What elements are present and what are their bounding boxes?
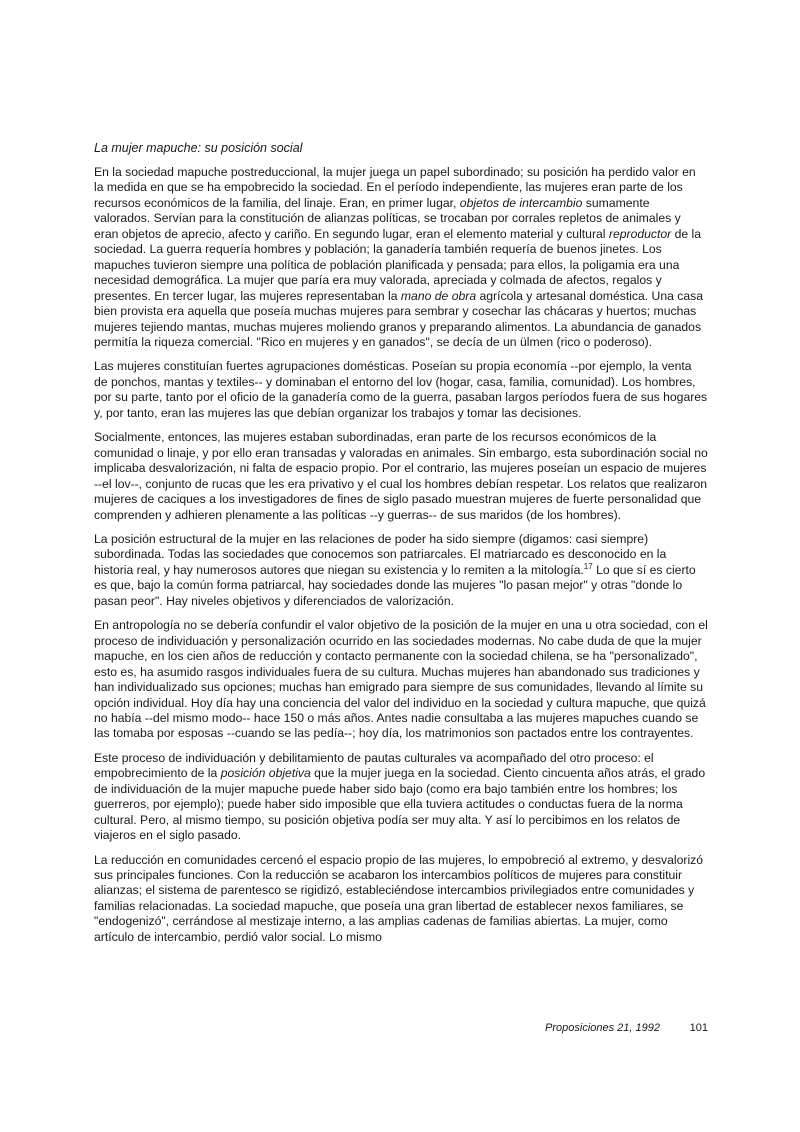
italic-text: mano de obra [400,288,477,303]
paragraph [94,853,708,946]
text-run: que la mujer juega en la sociedad. Ciento cincuenta años atrás, el grado de individuación de la mujer mapuche puede haber sido bajo (como era bajo también entre los hombres; los guerreros, por ejemplo); puede haber sido imposible que ella tuviera actitudes o conductas fuera de la norma cultural. Pero, al mismo tiempo, su posición objetiva podía ser muy alta. Y así lo percibimos en los relatos de viajeros en el siglo pasado. [94,766,706,843]
section-title: La mujer mapuche: su posición social [94,141,303,155]
paragraph [94,359,708,421]
text-run: En antropología no se debería confundir el valor objetivo de la posición de la mujer en una u otra sociedad, con el proceso de individuación y personalización ocurrido en las sociedades modernas. No cabe duda de que la mujer mapuche, en los cien años de reducción y contacto permanente con la sociedad chilena, se ha "personalizado", esto es, ha asumido rasgos individuales fuera de su cultura. Muchas mujeres han abandonado sus tradiciones y han individualizado sus opciones; muchas han emigrado para siempre de sus comunidades, llevando al límite su opción individual. Hoy día hay una conciencia del valor del individuo en la sociedad y cultura mapuche, que quizá no había --del mismo modo-- hace 150 o más años. Antes nadie consultaba a las mujeres mapuches cuando se las tomaba por esposas --cuando se las pedía--; hoy día, los matrimonios son pactados entre los contrayentes. [94,618,708,741]
text-run: En la sociedad mapuche postreduccional, la mujer juega un papel subordinado; su posición ha perdido valor en la medida en que se ha empobrecido la sociedad. En el período independiente, las mujeres eran parte de los recursos económicos de la familia, del linaje. Eran, en primer lugar, [94,165,696,210]
text-run: La posición estructural de la mujer en las relaciones de poder ha sido siempre (digamos: casi siempre) subordinada. Todas las sociedades que conocemos son patriarcales. El matriarcado es desconocido en la historia real, y hay numerosos autores que niegan su existencia y lo remiten a la mitología. [94,531,667,577]
text-run: de la sociedad. La guerra requería hombres y población; la ganadería también requería de buenos jinetes. Los mapuches tuvieron siempre una política de población planificada y pensada; para ellos, la poligamia era una necesidad demográfica. La mujer que paría era muy valorada, apreciada y colmada de afectos, regalos y presentes. En tercer lugar, las mujeres representaban la [94,226,702,303]
document-body [94,140,708,954]
text-run: Este proceso de individuación y debilitamiento de pautas culturales va acompañado del otro proceso: el empobrecimiento de la [94,750,654,781]
text-run: sumamente valorados. Servían para la constitución de alianzas políticas, se trocaban por corrales repletos de animales y eran objetos de aprecio, afecto y cariño. En segundo lugar, eran el elemento material y cultural [94,195,681,241]
italic-text: posición objetiva [220,766,311,781]
paragraphs-container [94,165,708,945]
text-run: La reducción en comunidades cercenó el espacio propio de las mujeres, lo empobreció al extremo, y desvalorizó sus principales funciones. Con la reducción se acabaron los intercambios políticos de mujeres para constituir alianzas; el sistema de parentesco se rigidizó, estableciéndose intercambios privilegiados entre comunidades y familias relacionadas. La sociedad mapuche, que poseía una gran libertad de establecer nexos familiares, se "endogenizó", cerrándose al mestizaje interno, a las amplias cadenas de familias abiertas. La mujer, como artículo de intercambio, perdió valor social. Lo mismo [94,852,704,944]
text-run: agrícola y artesanal doméstica. Una casa bien provista era aquella que poseía muchas mujeres para sembrar y cosechar las chácaras y huertos; muchas mujeres tejiendo mantas, muchas mujeres moliendo granos y preparando alimentos. La abundancia de ganados permitía la riqueza comercial. "Rico en mujeres y en ganados", se decía de un ülmen (rico o poderoso). [94,288,704,349]
text-run: Lo que sí es cierto es que, bajo la común forma patriarcal, hay sociedades donde las mujeres "lo pasan mejor" y otras "donde lo pasan peor". Hay niveles objetivos y diferenciados de valorización. [94,562,696,608]
paragraph [94,532,708,609]
paragraph [94,751,708,844]
italic-text: objetos de intercambio [459,195,583,210]
paragraph [94,430,708,523]
journal-citation: Proposiciones 21, 1992 [545,1022,660,1034]
footnote-ref: 17 [583,561,593,571]
text-run: Las mujeres constituían fuertes agrupaciones domésticas. Poseían su propia economía --por ejemplo, la venta de ponchos, mantas y textiles-- y dominaban el entorno del lov (hogar, casa, familia, comunidad). Los hombres, por su parte, tanto por el oficio de la ganadería como de la guerra, pasaban largos períodos fuera de sus hogares y, por tanto, eran las mujeres las que debían organizar los trabajos y tomar las decisiones. [94,359,708,420]
page-number: 101 [689,1022,708,1034]
paragraph [94,618,708,742]
paragraph [94,165,708,350]
italic-text: reproductor [608,226,672,241]
text-run: Socialmente, entonces, las mujeres estaban subordinadas, eran parte de los recursos económicos de la comunidad o linaje, y por ello eran transadas y valoradas en animales. Sin embargo, esta subordinación social no implicaba desvalorización, ni falta de espacio propio. Por el contrario, las mujeres poseían un espacio de mujeres --el lov--, conjunto de rucas que les era privativo y el cual los hombres debían respetar. Los relatos que realizaron mujeres de caciques a los investigadores de fines de siglo pasado muestran mujeres de fuerte personalidad que comprenden y adhieren plenamente a las políticas --y guerras-- de sus maridos (de los hombres). [94,430,708,522]
